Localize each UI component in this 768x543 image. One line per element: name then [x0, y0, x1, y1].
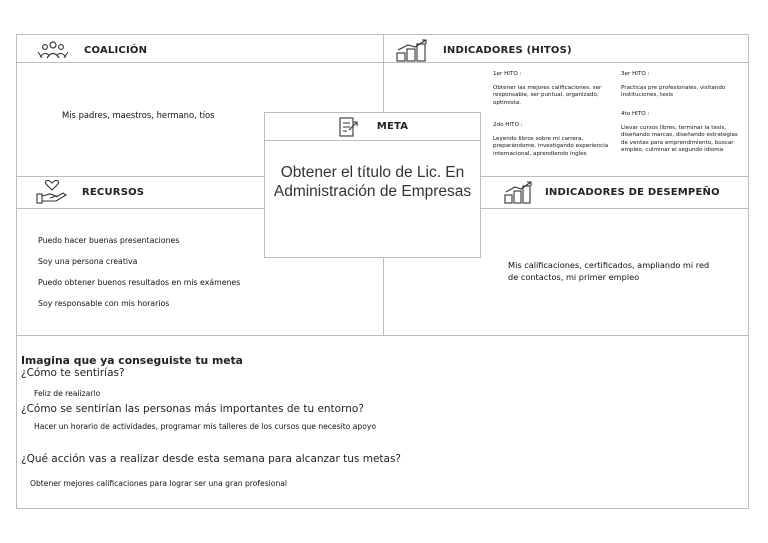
answer-1: Feliz de realizarlo: [34, 389, 101, 398]
meta-title: META: [376, 121, 409, 132]
question-3: ¿Qué acción vas a realizar desde esta semana para alcanzar tus metas?: [21, 453, 402, 465]
meta-header: [265, 113, 480, 141]
hito-1-text: Obtener las mejores calificaciones, ser responsable, ser puntual, organizado, optimista.: [493, 85, 602, 106]
question-1: ¿Cómo te sentirías?: [21, 367, 125, 379]
hito-2: [493, 122, 611, 158]
performance-icon: [503, 180, 535, 204]
hito-4-text: Llevar cursos libres, terminar la tesis, diseñando marcas, diseñando estrategias de ventas para emprendimiento, buscar empleo, culminar el segundo idioma: [621, 125, 738, 153]
recurso-item: Puedo obtener buenos resultados en mis exámenes: [38, 278, 241, 287]
meta-box: [264, 112, 481, 258]
coalicion-header: [36, 40, 147, 60]
resources-icon: [36, 180, 68, 204]
hito-1-label: 1er HITO :: [493, 71, 522, 77]
answer-2: Hacer un horario de actividades, programar mis talleres de los cursos que necesito apoyo: [34, 422, 377, 431]
recursos-header: [36, 180, 144, 204]
hito-4: [621, 111, 743, 154]
meta-text: Obtener el título de Lic. En Administración de Empresas: [273, 164, 472, 200]
recurso-item: Soy responsable con mis horarios: [38, 299, 170, 308]
recurso-item: Soy una persona creativa: [38, 257, 138, 266]
goal-icon: [337, 116, 359, 138]
recurso-item: Puedo hacer buenas presentaciones: [38, 236, 180, 245]
hito-2-text: Leyendo libros sobre mi carrera, preparándome, investigando experiencia internacional, aprendiendo ingles: [493, 136, 609, 157]
hito-3: [621, 71, 743, 100]
answer-3: Obtener mejores calificaciones para lograr ser una gran profesional: [30, 479, 288, 488]
coalicion-text: Mis padres, maestros, hermano, tíos: [62, 110, 215, 120]
coalicion-title: COALICIÓN: [84, 44, 148, 56]
coalition-icon: [36, 40, 70, 60]
hito-2-label: 2do HITO :: [493, 122, 523, 128]
recursos-title: RECURSOS: [82, 186, 145, 198]
hitos-title: INDICADORES (HITOS): [443, 44, 572, 56]
milestones-icon: [395, 38, 431, 62]
desempeno-header: [503, 180, 720, 204]
hito-3-text: Practicas pre profesionales, visitando instituciones, tesis: [621, 85, 726, 99]
desempeno-title: INDICADORES DE DESEMPEÑO: [545, 186, 720, 198]
bottom-section-divider: [16, 335, 749, 336]
hitos-header: [395, 38, 572, 62]
hito-4-label: 4to HITO :: [621, 111, 650, 117]
question-2: ¿Cómo se sentirían las personas más importantes de tu entorno?: [21, 403, 364, 415]
reflexion-heading: Imagina que ya conseguiste tu meta: [21, 354, 243, 367]
hito-1: [493, 71, 611, 107]
hito-3-label: 3er HITO :: [621, 71, 650, 77]
desempeno-text: Mis calificaciones, certificados, ampliando mi red de contactos, mi primer empleo: [508, 260, 710, 282]
